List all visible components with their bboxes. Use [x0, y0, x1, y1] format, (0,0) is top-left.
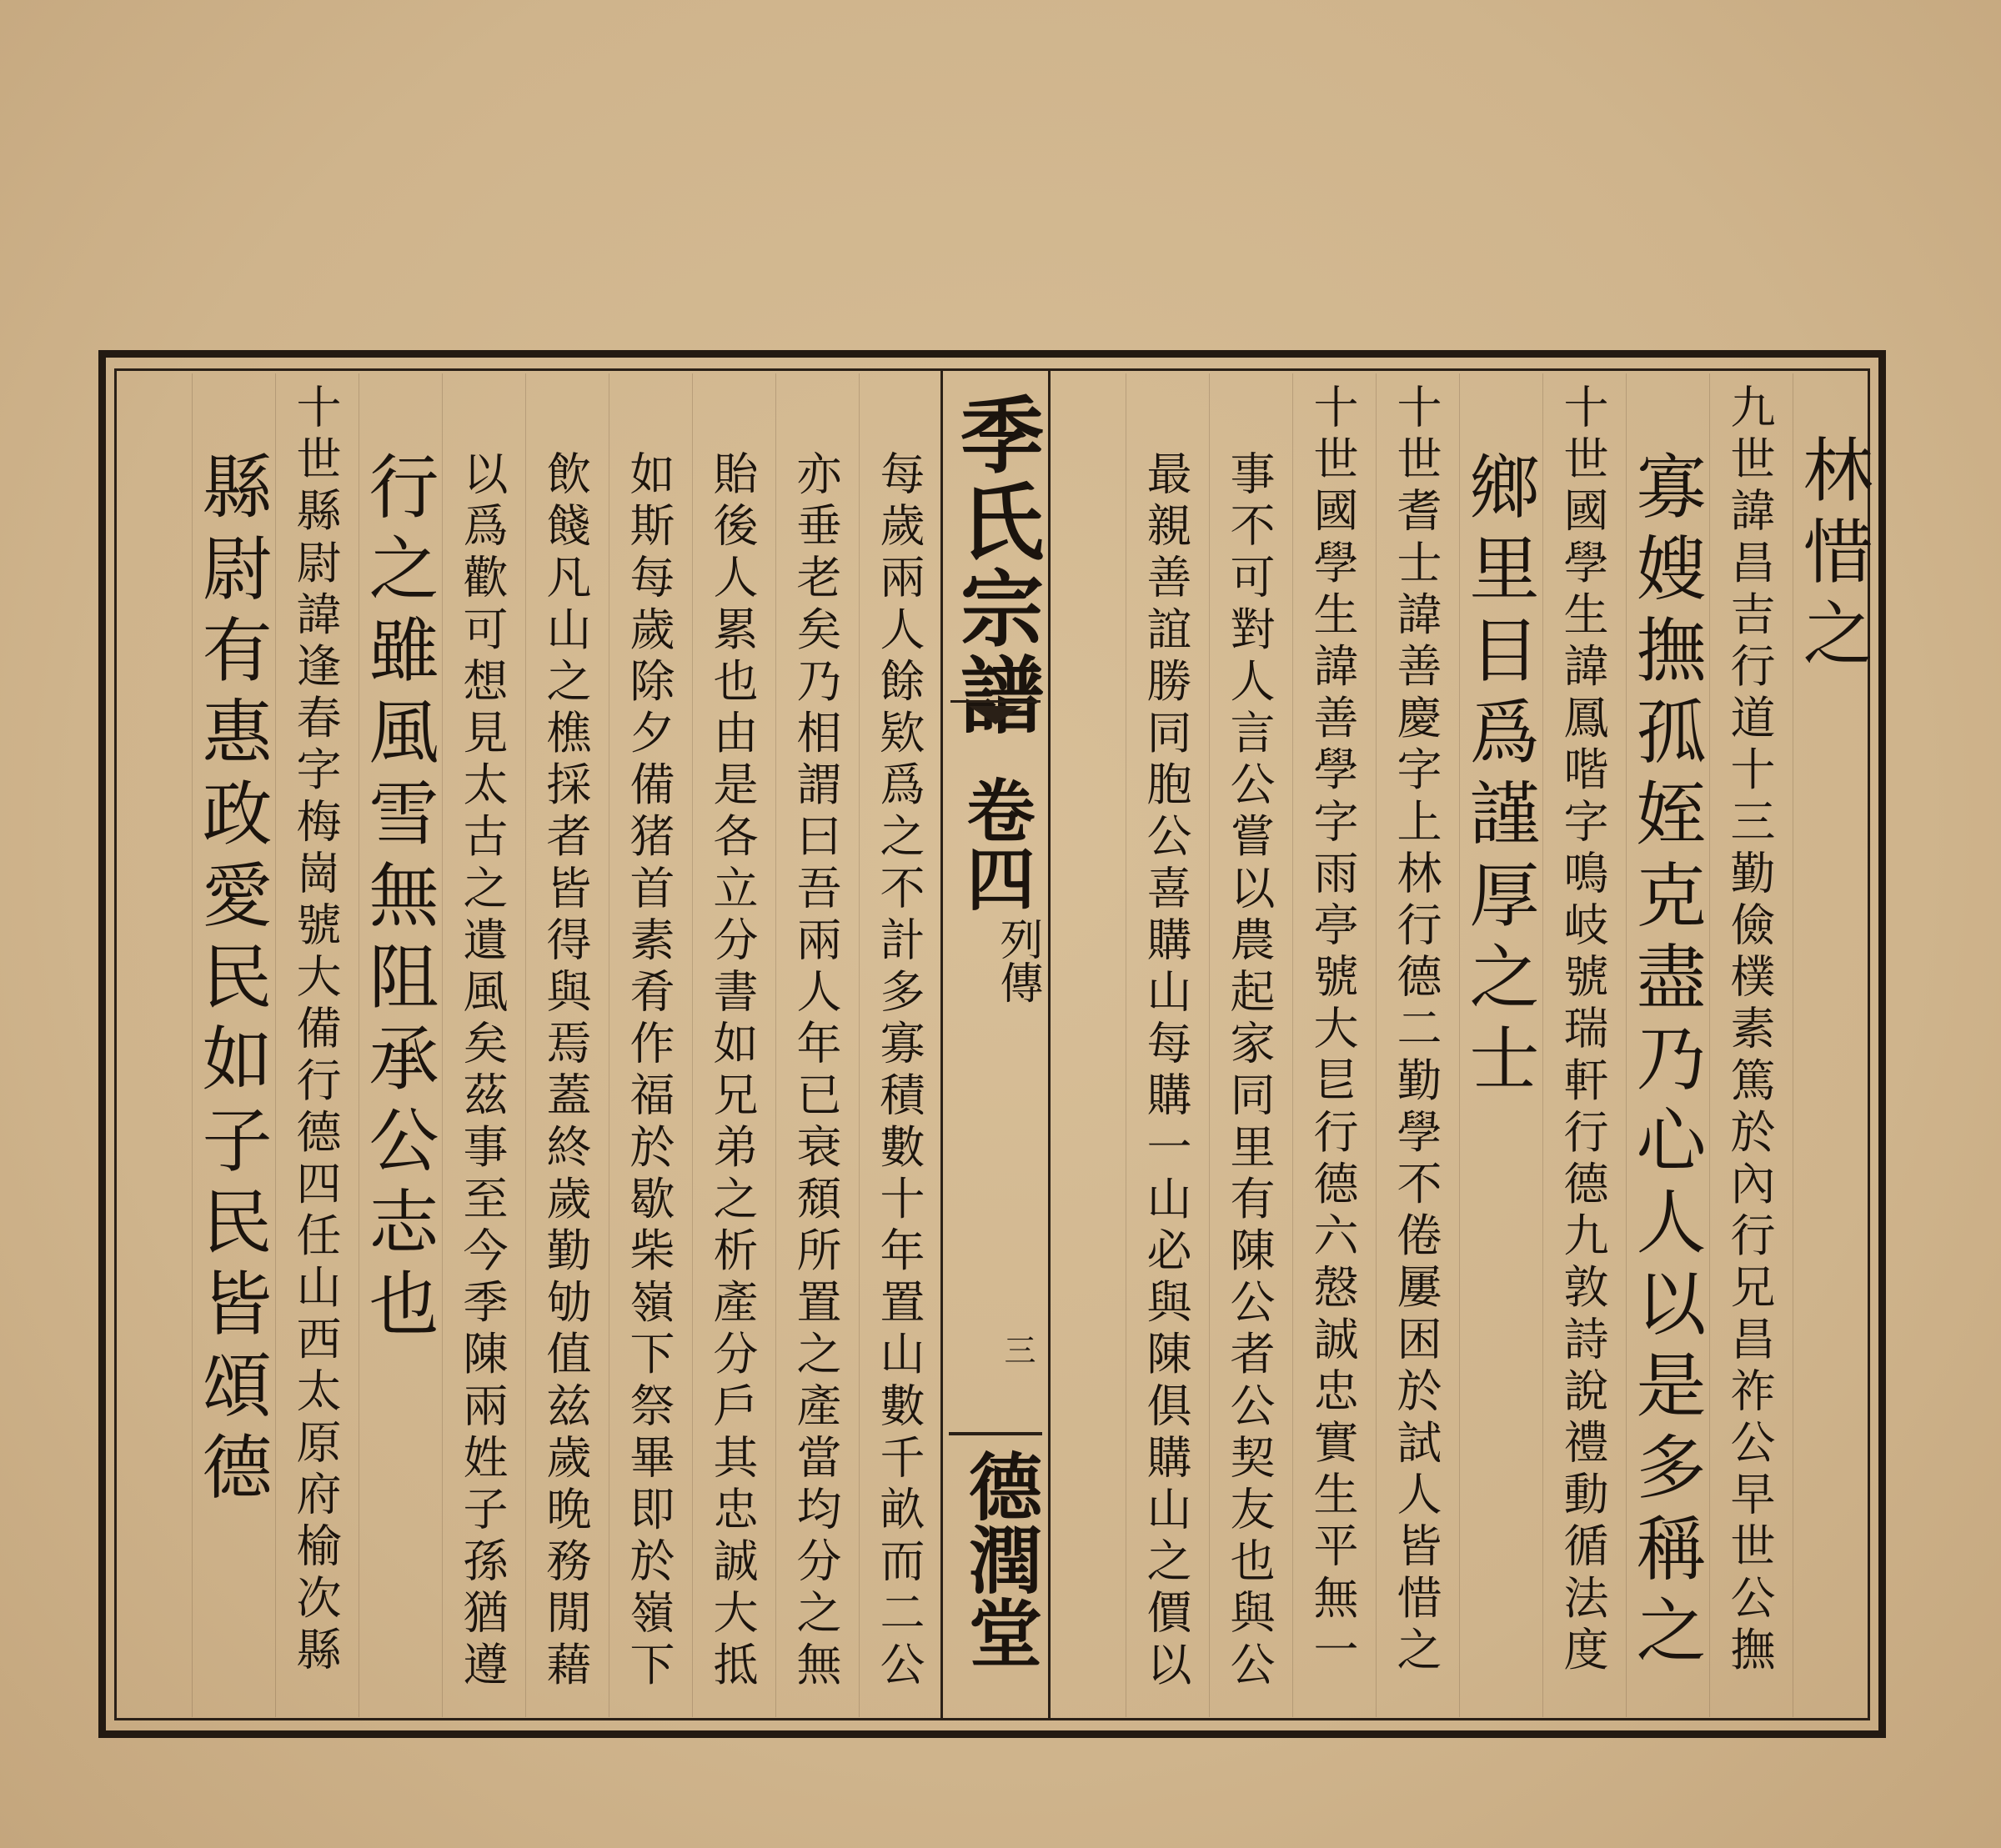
section-label: 列傳 — [992, 917, 1042, 1004]
text-column: 寡嫂撫孤姪克盡乃心人以是多稱之 — [1625, 450, 1707, 1675]
text-column: 行之雖風雪無阻承公志也 — [358, 450, 439, 1349]
text-column: 事不可對人言公嘗以農起家同里有陳公者公契友也與公 — [1223, 450, 1276, 1693]
text-column: 縣尉有惠政愛民如子民皆頌德 — [191, 450, 273, 1512]
text-column: 十世國學生諱鳳喈字鳴岐號瑞軒行德九敦詩說禮動循法度 — [1557, 383, 1609, 1678]
text-column: 十世耆士諱善慶字上林行德二勤學不倦屢困於試人皆惜之 — [1390, 383, 1442, 1678]
hall-name: 德潤堂 — [957, 1449, 1044, 1669]
text-column: 最親善誼勝同胞公喜購山每購一山必與陳俱購山之價以 — [1140, 450, 1192, 1693]
spine-divider — [949, 1432, 1042, 1435]
text-column: 飲餞凡山之樵採者皆得與焉蓋終歲勤劬值兹歲晚務閒藉 — [539, 450, 592, 1693]
book-title: 季氏宗譜 — [946, 392, 1045, 739]
fish-tail-mark — [950, 700, 1041, 736]
text-column: 十世縣尉諱逢春字梅崗號大備行德四任山西太原府榆次縣 — [289, 383, 342, 1678]
text-column: 每歲兩人餘欵爲之不計多寡積數十年置山數千畝而二公 — [873, 450, 925, 1693]
text-column: 鄉里目爲謹厚之士 — [1458, 450, 1540, 1104]
volume-label: 卷四 — [955, 775, 1036, 912]
page-number: 三 — [999, 1334, 1036, 1365]
text-column: 以爲歡可想見太古之遺風矣茲事至今季陳兩姓子孫猶遵 — [456, 450, 509, 1693]
text-column: 亦垂老矣乃相謂曰吾兩人年已衰頹所置之產當均分之無 — [790, 450, 842, 1693]
text-column: 林惜之 — [1792, 433, 1873, 679]
text-column: 九世諱昌吉行道十三勤儉樸素篤於內行兄昌祚公早世公撫 — [1723, 383, 1776, 1678]
text-column: 如斯每歲除夕備猪首素肴作福於歇柴嶺下祭畢即於嶺下 — [623, 450, 675, 1693]
text-column: 貽後人累也由是各立分書如兄弟之析產分戶其忠誠大抵 — [706, 450, 759, 1693]
text-column: 十世國學生諱善學字雨亭號大㫐行德六慤誠忠實生平無一 — [1306, 383, 1359, 1678]
